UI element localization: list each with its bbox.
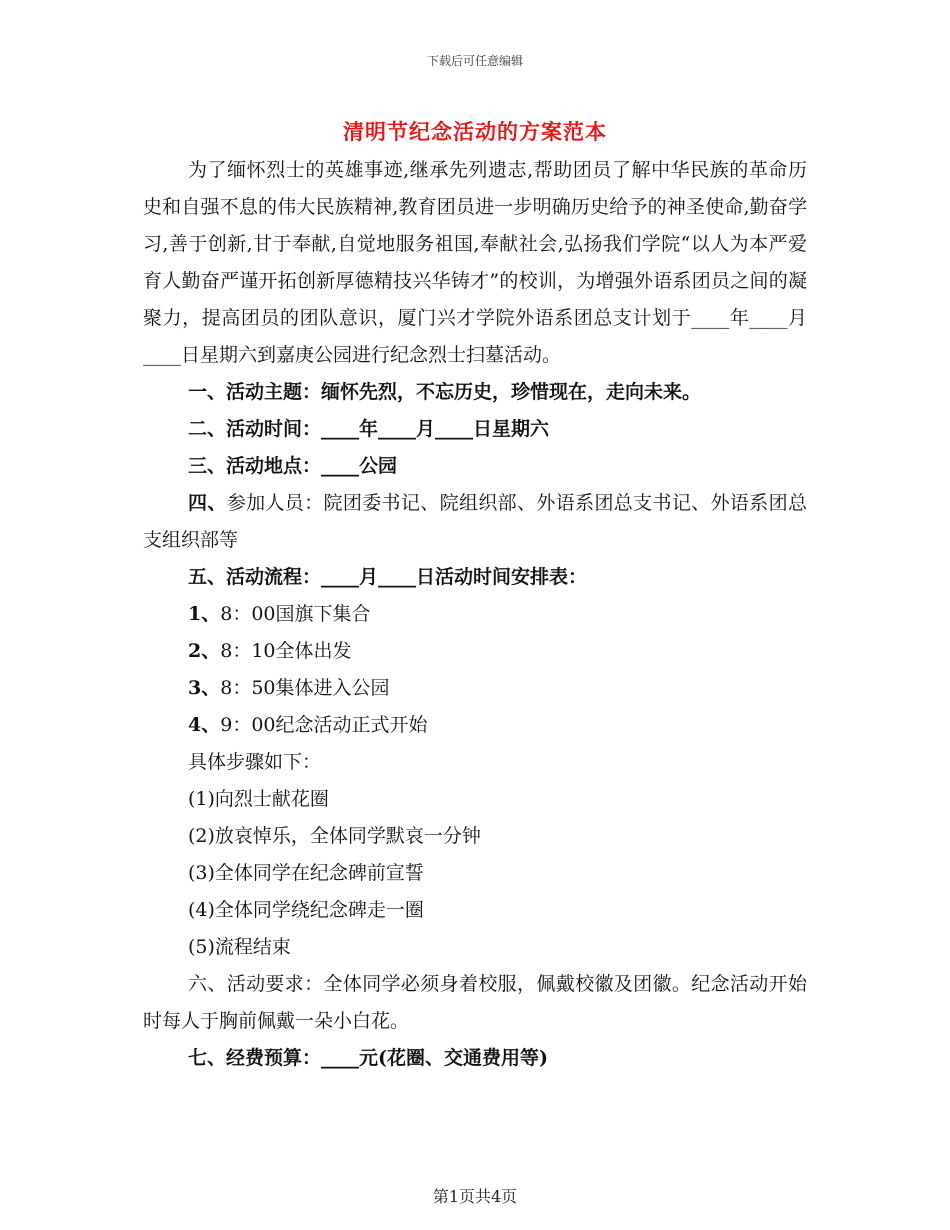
schedule-text: 9：00纪念活动正式开始: [220, 714, 428, 736]
section-place: 三、活动地点：____公园: [188, 455, 398, 477]
steps-label: 具体步骤如下：: [188, 751, 322, 773]
section-process: 五、活动流程：____月____日活动时间安排表：: [188, 566, 588, 588]
section-budget: 七、经费预算：____元(花圈、交通费用等): [188, 1047, 548, 1069]
section-theme: 一、活动主题：缅怀先烈，不忘历史，珍惜现在，走向未来。: [188, 381, 702, 403]
section-time: 二、活动时间：____年____月____日星期六: [188, 418, 550, 440]
participants-text: 参加人员：院团委书记、院组织部、外语系团总支书记、外语系团总支组织部等: [143, 492, 807, 551]
schedule-number: 3、: [188, 677, 221, 699]
schedule-number: 2、: [188, 640, 221, 662]
step-item: (1)向烈士献花圈: [188, 788, 329, 810]
schedule-text: 8：00国旗下集合: [220, 603, 371, 625]
header-note: 下载后可任意编辑: [426, 54, 523, 68]
step-item: (3)全体同学在纪念碑前宣誓: [188, 862, 424, 884]
step-item: (5)流程结束: [188, 936, 291, 958]
schedule-item: [143, 670, 807, 707]
schedule-number: 4、: [188, 714, 221, 736]
document-title: 清明节纪念活动的方案范本: [343, 119, 607, 144]
schedule-item: [143, 707, 807, 744]
document-body: [143, 152, 807, 1077]
schedule-text: 8：50集体进入公园: [220, 677, 390, 699]
page-footer: 第1页共4页: [432, 1187, 518, 1206]
section-participants: [143, 485, 807, 559]
schedule-item: [143, 633, 807, 670]
step-item: (4)全体同学绕纪念碑走一圈: [188, 899, 424, 921]
step-item: (2)放哀悼乐，全体同学默哀一分钟: [188, 825, 481, 847]
intro-paragraph: 为了缅怀烈士的英雄事迹,继承先列遗志,帮助团员了解中华民族的革命历史和自强不息的伟大民族精神,教育团员进一步明确历史给予的神圣使命,勤奋学习,善于创新,甘于奉献,自觉地服务祖国,奉献社会,弘扬我们学院“以人为本严爱育人勤奋严谨开拓创新厚德精技兴华铸才”的校训，为增强外语系团员之间的凝聚力，提高团员的团队意识，厦门兴才学院外语系团总支计划于____年____月____日星期六到嘉庚公园进行纪念烈士扫墓活动。: [143, 159, 807, 366]
schedule-item: [143, 596, 807, 633]
schedule-number: 1、: [188, 603, 221, 625]
schedule-text: 8：10全体出发: [220, 640, 352, 662]
section-requirements: 六、活动要求：全体同学必须身着校服，佩戴校徽及团徽。纪念活动开始时每人于胸前佩戴一朵小白花。: [143, 973, 807, 1032]
participants-heading: 四、: [188, 492, 227, 514]
